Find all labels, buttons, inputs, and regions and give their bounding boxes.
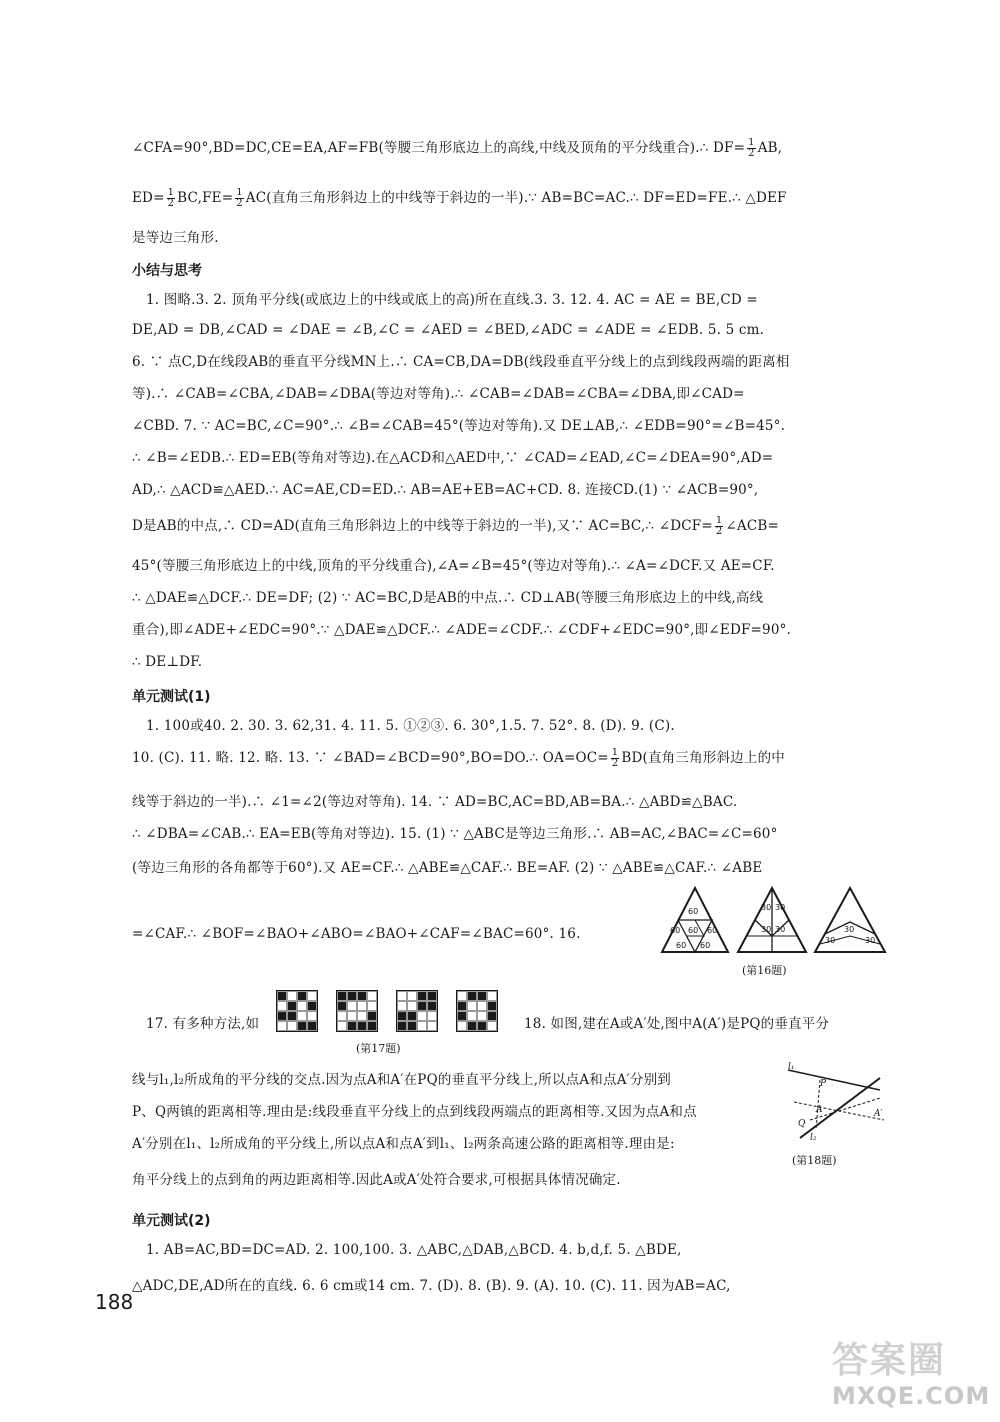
fig17-cell (467, 991, 477, 1001)
fig17-cell (427, 991, 437, 1001)
fig17-grid (456, 990, 498, 1032)
text-span: D是AB的中点,∴ CD=AD(直角三角形斜边上的中线等于斜边的一半),又∵ AC=BC,∴ ∠DCF= (132, 518, 713, 534)
fig17-cell (417, 1021, 427, 1031)
fig17-cell (477, 1011, 487, 1021)
text-line: 线等于斜边的一半).∴ ∠1=∠2(等边对等角). 14. ∵ AD=BC,AC=BD,AB=BA.∴ △ABD≌△BAC. (132, 794, 738, 810)
fig16-label: 60 (688, 907, 699, 916)
fig17-cell (407, 1011, 417, 1021)
fig18-label-p: P (820, 1079, 827, 1089)
figure-17-caption: (第17题) (356, 1042, 401, 1055)
highway-l1 (788, 1070, 880, 1090)
fig17-cell (487, 991, 497, 1001)
fig17-cell (487, 1021, 497, 1031)
fig17-cell (487, 1011, 497, 1021)
fig17-cell (467, 1021, 477, 1031)
fig17-cell (357, 1011, 367, 1021)
fig17-cell (297, 991, 307, 1001)
text-span: ED= (132, 190, 165, 206)
fig17-cell (477, 991, 487, 1001)
text-line: (等边三角形的各角都等于60°).又 AE=CF.∴ △ABE≌△CAF.∴ BE=AF. (2) ∵ △ABE≌△CAF.∴ ∠ABE (132, 860, 763, 876)
watermark-logo (810, 1330, 1000, 1422)
fig17-cell (467, 1011, 477, 1021)
fig17-cell (277, 1021, 287, 1031)
fig17-cell (337, 1011, 347, 1021)
fig17-cell (287, 1011, 297, 1021)
fig17-cell (307, 991, 317, 1001)
text-span: ∠CFA=90°,BD=DC,CE=EA,AF=FB(等腰三角形底边上的高线,中线及顶角的平分线重合).∴ DF= (132, 140, 746, 156)
text-line: 45°(等腰三角形底边上的中线,顶角的平分线重合),∠A=∠B=45°(等边对等角).∴ ∠A=∠DCF.又 AE=CF. (132, 558, 775, 574)
fig16-label: 60 (688, 926, 699, 935)
fig16-label: 30 (825, 936, 836, 945)
fig17-grid (336, 990, 378, 1032)
fig17-cell (367, 1011, 377, 1021)
fig18-label-l1: l₁ (788, 1062, 795, 1072)
text-span: ∠ACB= (725, 518, 780, 534)
text-line: 角平分线上的点到角的两边距离相等.因此A或A′处符合要求,可根据具体情况确定. (132, 1172, 621, 1188)
text-line: ∴ △DAE≌△DCF.∴ DE=DF; (2) ∵ AC=BC,D是AB的中点.∴ CD⊥AB(等腰三角形底边上的中线,高线 (132, 590, 764, 606)
text-line: 线与l₁,l₂所成角的平分线的交点.因为点A和A′在PQ的垂直平分线上,所以点A和点A′分别到 (132, 1072, 672, 1088)
figure-16 (660, 886, 890, 956)
fraction-half: $\frac{1}{2}$ (236, 188, 243, 209)
watermark-url: MXQE.COM (832, 1382, 991, 1410)
text-line: DE,AD = DB,∠CAD = ∠DAE = ∠B,∠C = ∠AED = ∠BED,∠ADC = ∠ADE = ∠EDB. 5. 5 cm. (132, 322, 765, 338)
fig17-cell (277, 991, 287, 1001)
text-line: 是等边三角形. (132, 230, 219, 246)
text-line: ∴ ∠DBA=∠CAB.∴ EA=EB(等角对等边). 15. (1) ∵ △ABC是等边三角形.∴ AB=AC,∠BAC=∠C=60° (132, 826, 778, 842)
text-line: 等).∴ ∠CAB=∠CBA,∠DAB=∠DBA(等边对等角).∴ ∠CAB=∠DAB=∠CBA=∠DBA,即∠CAD= (132, 386, 745, 402)
fig17-cell (297, 1021, 307, 1031)
fig17-cell (347, 1011, 357, 1021)
fig17-cell (457, 1001, 467, 1011)
figure-16-caption: (第16题) (742, 964, 787, 977)
fig17-cell (287, 1021, 297, 1031)
fig17-cell (457, 1021, 467, 1031)
fig17-cell (347, 991, 357, 1001)
fig17-cell (367, 1001, 377, 1011)
fig17-cell (357, 1001, 367, 1011)
fig17-grid (396, 990, 438, 1032)
fig17-cell (427, 1011, 437, 1021)
section-heading-unit-test-2: 单元测试(2) (132, 1213, 211, 1229)
text-line: 6. ∵ 点C,D在线段AB的垂直平分线MN上.∴ CA=CB,DA=DB(线段垂直平分线上的点到线段两端的距离相 (132, 354, 790, 370)
text-line: 重合),即∠ADE+∠EDC=90°.∵ △DAE≌△DCF.∴ ∠ADE=∠CDF.∴ ∠CDF+∠EDC=90°,即∠EDF=90°. (132, 622, 792, 638)
fig17-cell (337, 1021, 347, 1031)
page-number: 188 (95, 1290, 134, 1314)
text-line (132, 188, 888, 209)
fig16-label: 60 (707, 926, 718, 935)
fig17-cell (277, 1011, 287, 1021)
text-span: AB, (757, 140, 783, 156)
text-line: A′分别在l₁、l₂所成角的平分线上,所以点A和点A′到l₁、l₂两条高速公路的距离相等.理由是: (132, 1136, 675, 1152)
fig17-cell (397, 1021, 407, 1031)
fig16-label: 30 (775, 925, 786, 934)
section-heading-unit-test-1: 单元测试(1) (132, 689, 211, 705)
fig17-cell (357, 991, 367, 1001)
text-line: P、Q两镇的距离相等.理由是:线段垂直平分线上的点到线段两端点的距离相等.又因为点A和点 (132, 1104, 697, 1120)
fig17-cell (347, 1001, 357, 1011)
text-line (132, 516, 888, 537)
fig16-label: 60 (676, 941, 687, 950)
fig17-cell (297, 1001, 307, 1011)
fig17-cell (287, 1001, 297, 1011)
fig18-label-a-prime: A′ (874, 1109, 883, 1119)
fig17-cell (457, 991, 467, 1001)
fig17-cell (487, 1001, 497, 1011)
fig16-label: 30 (761, 903, 772, 912)
text-line: 1. AB=AC,BD=DC=AD. 2. 100,100. 3. △ABC,△DAB,△BCD. 4. b,d,f. 5. △BDE, (146, 1242, 682, 1258)
fig17-cell (407, 1021, 417, 1031)
fraction-half: $\frac{1}{2}$ (611, 748, 619, 769)
fig17-cell (397, 1011, 407, 1021)
fig17-cell (457, 1011, 467, 1021)
fraction-half: $\frac{1}{2}$ (748, 138, 755, 159)
fraction-half: $\frac{1}{2}$ (167, 188, 175, 209)
fig17-cell (407, 1001, 417, 1011)
text-span: AC(直角三角形斜边上的中线等于斜边的一半).∵ AB=BC=AC.∴ DF=ED=FE.∴ △DEF (245, 190, 787, 206)
fig17-cell (467, 1001, 477, 1011)
text-line: ∠CBD. 7. ∵ AC=BC,∠C=90°.∴ ∠B=∠CAB=45°(等边对等角).又 DE⊥AB,∴ ∠EDB=90°=∠B=45°. (132, 418, 786, 434)
fig18-label-l2: l₂ (810, 1133, 817, 1143)
fig18-label-q: Q (798, 1119, 806, 1129)
fraction-half: $\frac{1}{2}$ (715, 516, 723, 537)
section-heading-summary: 小结与思考 (132, 263, 202, 279)
text-line (132, 138, 888, 159)
fig17-cell (347, 1021, 357, 1031)
fig17-grid (276, 990, 318, 1032)
fig17-cell (307, 1011, 317, 1021)
text-line (132, 748, 888, 769)
figure-17 (276, 990, 516, 1034)
fig17-cell (357, 1021, 367, 1031)
fig17-cell (407, 991, 417, 1001)
fig17-cell (367, 1021, 377, 1031)
fig17-cell (307, 1021, 317, 1031)
fig17-cell (417, 1011, 427, 1021)
fig17-cell (297, 1011, 307, 1021)
fig16-label: 30 (865, 936, 876, 945)
watermark-logo-text: 答案圈 (832, 1340, 947, 1381)
fig18-label-a: A (816, 1105, 823, 1115)
fig17-cell (287, 991, 297, 1001)
text-line: ∴ ∠B=∠EDB.∴ ED=EB(等角对等边).在△ACD和△AED中,∵ ∠CAD=∠EAD,∠C=∠DEA=90°,AD= (132, 450, 774, 466)
text-line: AD,∴ △ACD≌△AED.∴ AC=AE,CD=ED.∴ AB=AE+EB=AC+CD. 8. 连接CD.(1) ∵ ∠ACB=90°, (132, 482, 759, 498)
text-line: 1. 图略.3. 2. 顶角平分线(或底边上的中线或底上的高)所在直线.3. 3. 12. 4. AC = AE = BE,CD = (146, 292, 758, 308)
text-span: BD(直角三角形斜边上的中 (621, 750, 785, 766)
fig17-cell (277, 1001, 287, 1011)
fig17-cell (417, 991, 427, 1001)
text-line: △ADC,DE,AD所在的直线. 6. 6 cm或14 cm. 7. (D). 8. (B). 9. (A). 10. (C). 11. 因为AB=AC, (132, 1278, 731, 1294)
fig17-cell (477, 1001, 487, 1011)
fig17-cell (477, 1021, 487, 1031)
text-span: BC,FE= (177, 190, 234, 206)
fig17-cell (397, 991, 407, 1001)
fig16-label: 60 (700, 941, 711, 950)
fig17-cell (367, 991, 377, 1001)
fig16-label: 30 (761, 925, 772, 934)
text-line: 17. 有多种方法,如 (146, 1016, 260, 1032)
fig17-cell (307, 1001, 317, 1011)
text-span: 10. (C). 11. 略. 12. 略. 13. ∵ ∠BAD=∠BCD=90°,BO=DO.∴ OA=OC= (132, 750, 609, 766)
fig17-cell (427, 1001, 437, 1011)
text-line: 1. 100或40. 2. 30. 3. 62,31. 4. 11. 5. ①②③. 6. 30°,1.5. 7. 52°. 8. (D). 9. (C). (146, 718, 675, 734)
fig17-cell (427, 1021, 437, 1031)
fig16-label: 30 (844, 925, 855, 934)
fig17-cell (337, 991, 347, 1001)
fig16-label: 60 (670, 926, 681, 935)
figure-18 (780, 1060, 890, 1145)
fig17-cell (397, 1001, 407, 1011)
fig16-label: 30 (775, 903, 786, 912)
fig17-cell (417, 1001, 427, 1011)
text-line: ∴ DE⊥DF. (132, 654, 203, 670)
fig17-cell (337, 1001, 347, 1011)
text-line: =∠CAF.∴ ∠BOF=∠BAO+∠ABO=∠BAO+∠CAF=∠BAC=60°. 16. (132, 926, 581, 942)
figure-18-caption: (第18题) (792, 1154, 837, 1167)
text-line: 18. 如图,建在A或A′处,图中A(A′)是PQ的垂直平分 (524, 1016, 830, 1032)
highway-l2 (800, 1078, 880, 1138)
